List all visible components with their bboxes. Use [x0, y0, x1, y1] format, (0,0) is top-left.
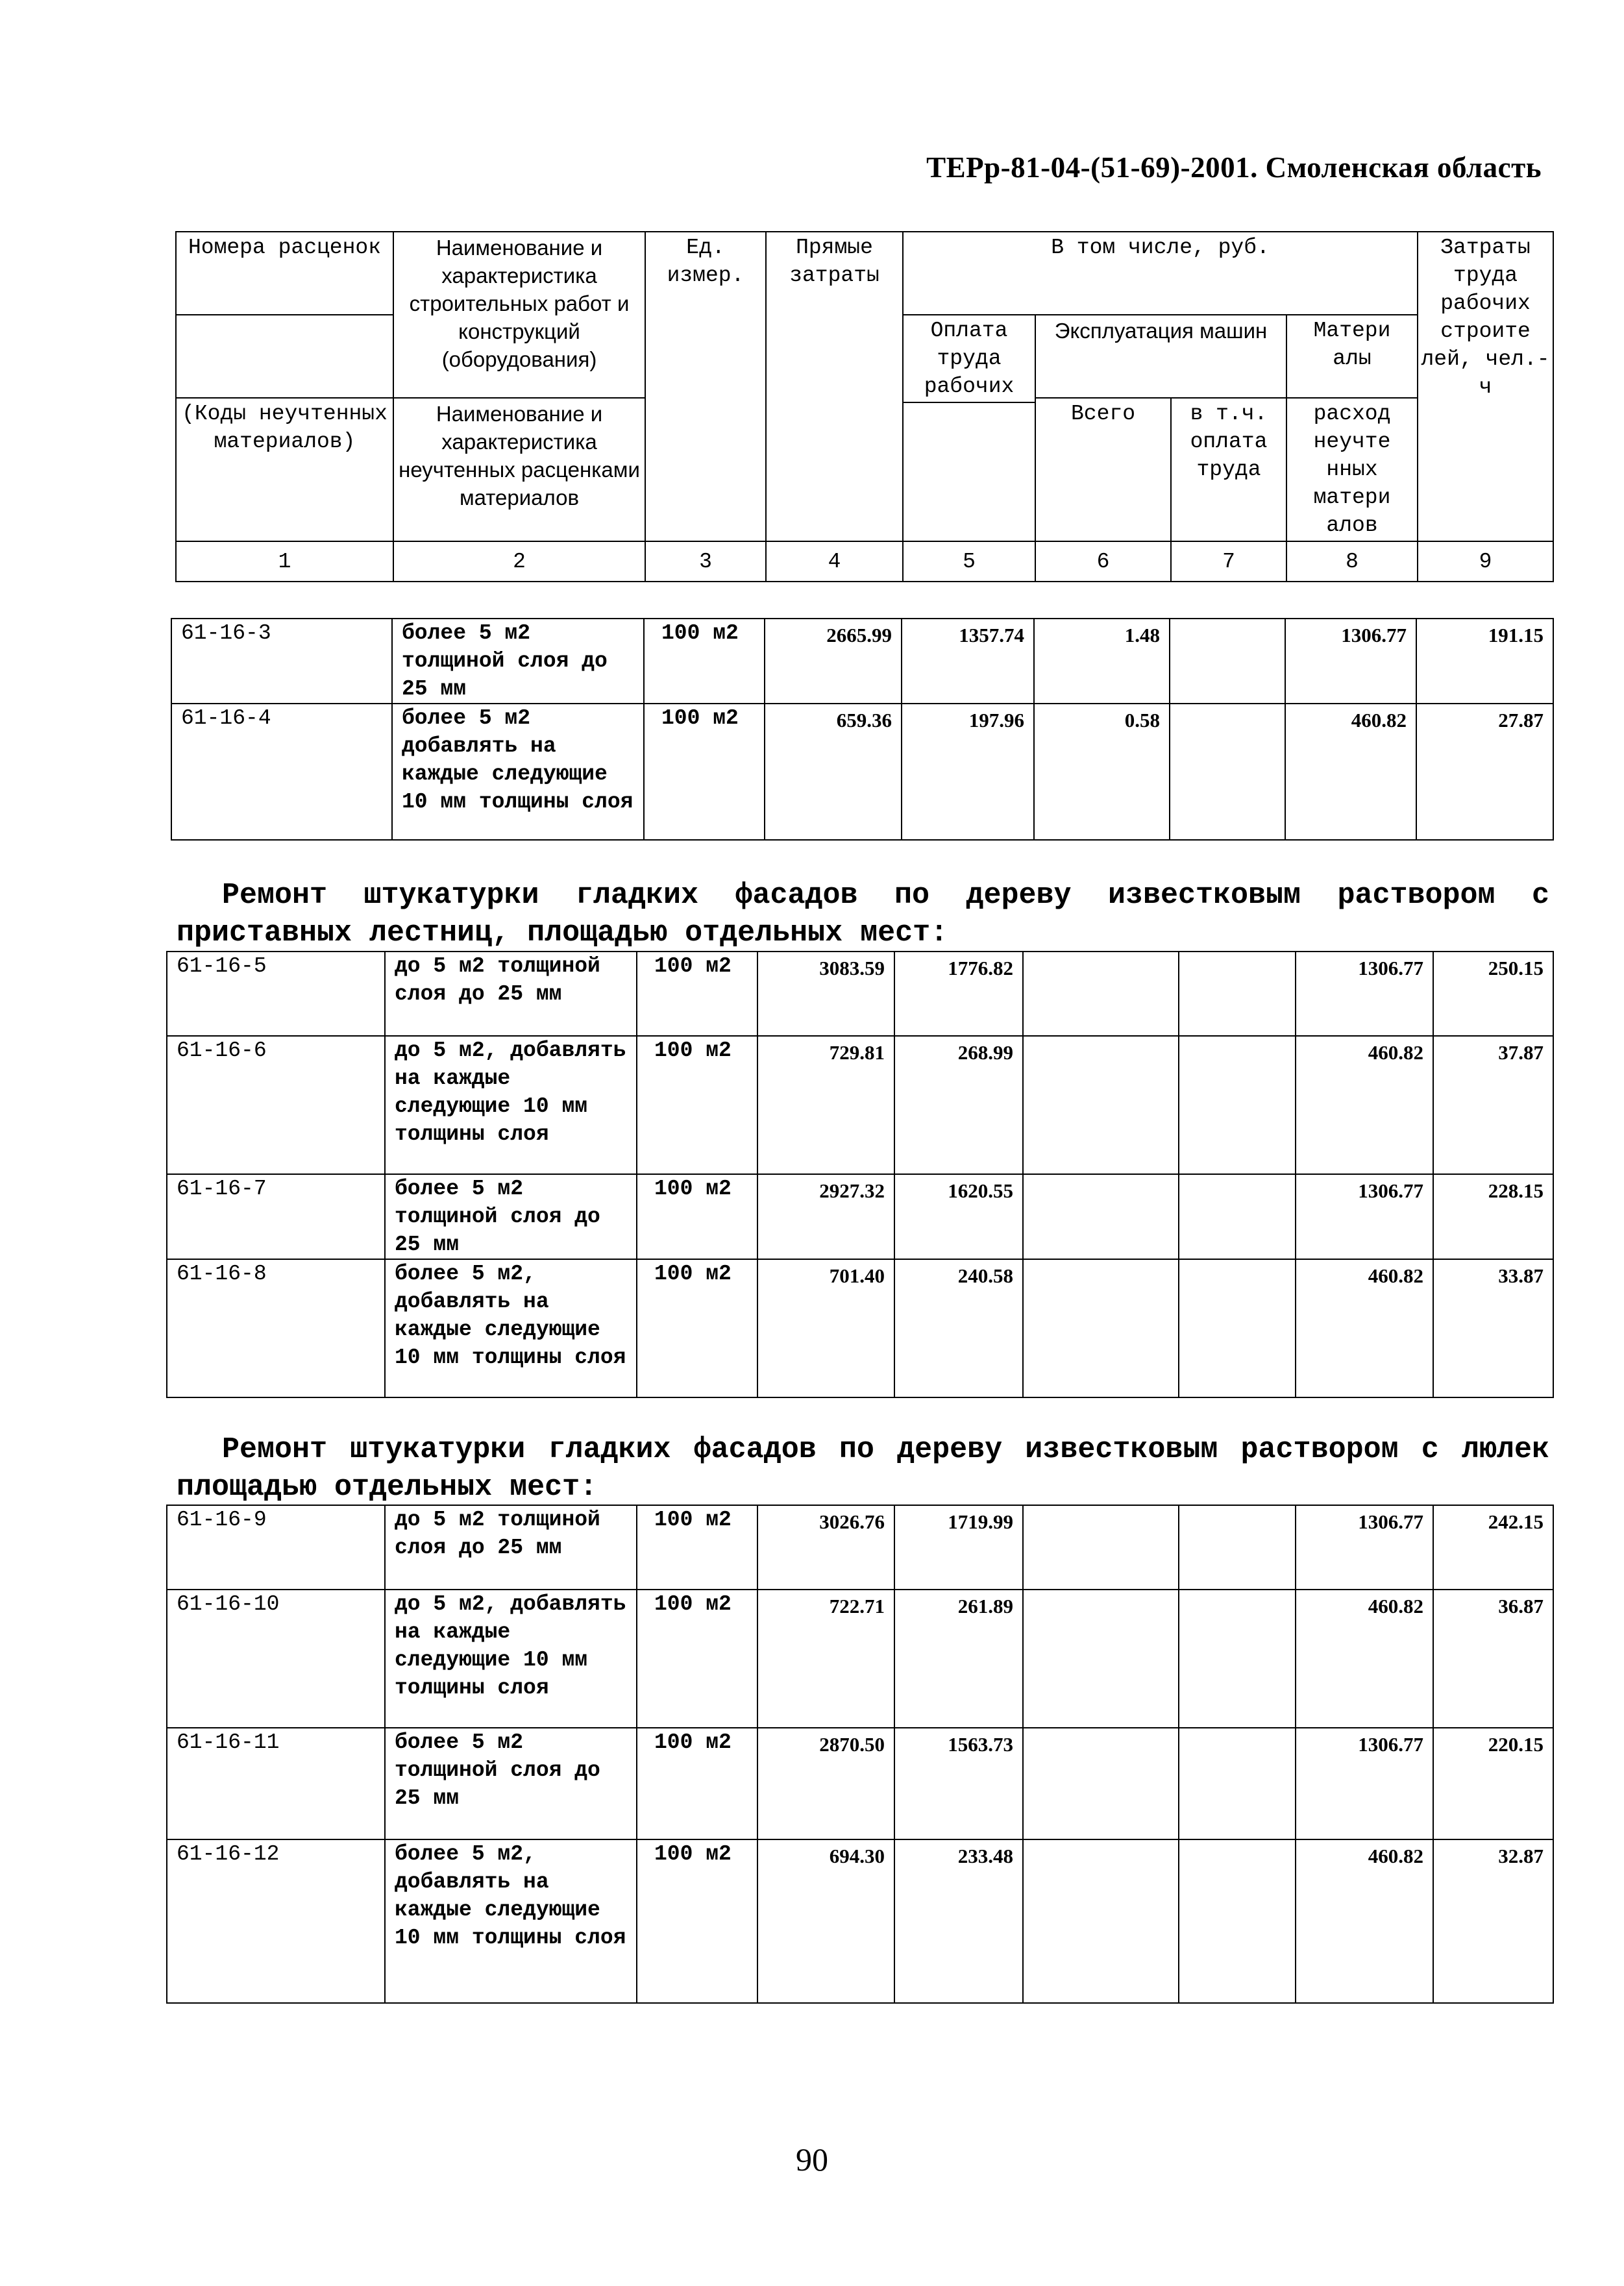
- header-materials: Матери алы: [1286, 315, 1418, 398]
- machines-labor: [1179, 1590, 1296, 1728]
- direct-costs: 701.40: [757, 1259, 894, 1397]
- work-description: более 5 м2, добавлять на каждые следующие 10 мм толщины слоя: [385, 1839, 637, 2003]
- materials: 1306.77: [1285, 619, 1416, 704]
- machines-labor: [1179, 1839, 1296, 2003]
- rates-table-section-2: [166, 1505, 1554, 2004]
- machines-total: [1023, 1174, 1179, 1259]
- labor-pay: 233.48: [894, 1839, 1023, 2003]
- table-row: [167, 1174, 1553, 1259]
- labor-pay: 261.89: [894, 1590, 1023, 1728]
- header-group-label: В том числе, руб.: [903, 232, 1418, 315]
- materials: 460.82: [1296, 1839, 1433, 2003]
- unit: 100 м2: [637, 1259, 757, 1397]
- column-number: 6: [1035, 541, 1171, 582]
- header-col1-spacer: [176, 315, 393, 398]
- table-row: [167, 1590, 1553, 1728]
- machines-total: [1023, 1505, 1179, 1590]
- direct-costs: 2665.99: [765, 619, 902, 704]
- section-heading: Ремонт штукатурки гладких фасадов по дереву известковым раствором с приставных лестниц, площадью отдельных мест:: [177, 879, 1549, 950]
- page-number: 90: [796, 2141, 828, 2178]
- machines-total: [1023, 1259, 1179, 1397]
- rate-code: 61-16-10: [167, 1590, 385, 1728]
- rate-code: 61-16-6: [167, 1036, 385, 1174]
- work-description: до 5 м2, добавлять на каждые следующие 10 мм толщины слоя: [385, 1036, 637, 1174]
- page-title: ТЕРр-81-04-(51-69)-2001. Смоленская область: [926, 151, 1542, 184]
- unit: 100 м2: [637, 1728, 757, 1839]
- labor-hours: 37.87: [1433, 1036, 1553, 1174]
- labor-pay: 1719.99: [894, 1505, 1023, 1590]
- header-machines: Эксплуатация машин: [1035, 315, 1286, 398]
- machines-labor: [1170, 704, 1285, 840]
- labor-hours: 32.87: [1433, 1839, 1553, 2003]
- header-machines-total: Всего: [1035, 398, 1171, 541]
- work-description: более 5 м2 толщиной слоя до 25 мм: [385, 1174, 637, 1259]
- header-col2-top: Наименование и характеристика строительных работ и конструкций (оборудования): [393, 232, 645, 398]
- column-number: 4: [766, 541, 903, 582]
- header-materials-unaccounted: расход неучте нных матери алов: [1286, 398, 1418, 541]
- work-description: до 5 м2, добавлять на каждые следующие 10 мм толщины слоя: [385, 1590, 637, 1728]
- labor-pay: 197.96: [902, 704, 1034, 840]
- direct-costs: 694.30: [757, 1839, 894, 2003]
- unit: 100 м2: [637, 952, 757, 1036]
- rate-code: 61-16-5: [167, 952, 385, 1036]
- header-labor-cost: Затраты труда рабочих строите лей, чел.-ч: [1418, 232, 1553, 541]
- labor-pay: 268.99: [894, 1036, 1023, 1174]
- table-row: [167, 1728, 1553, 1839]
- table-row: [171, 704, 1553, 840]
- rates-table-section-1: [166, 951, 1554, 1398]
- work-description: до 5 м2 толщиной слоя до 25 мм: [385, 952, 637, 1036]
- table-row: [167, 952, 1553, 1036]
- machines-labor: [1179, 1505, 1296, 1590]
- unit: 100 м2: [637, 1174, 757, 1259]
- column-number: 2: [393, 541, 645, 582]
- machines-total: [1023, 1590, 1179, 1728]
- materials: 460.82: [1296, 1259, 1433, 1397]
- labor-pay: 1776.82: [894, 952, 1023, 1036]
- labor-hours: 220.15: [1433, 1728, 1553, 1839]
- materials: 460.82: [1285, 704, 1416, 840]
- materials: 1306.77: [1296, 1728, 1433, 1839]
- direct-costs: 729.81: [757, 1036, 894, 1174]
- table-row: [167, 1259, 1553, 1397]
- direct-costs: 2870.50: [757, 1728, 894, 1839]
- unit: 100 м2: [637, 1839, 757, 2003]
- table-row: [171, 619, 1553, 704]
- header-labor-spacer: [903, 402, 1035, 541]
- unit: 100 м2: [644, 704, 765, 840]
- column-number: 7: [1171, 541, 1286, 582]
- rate-code: 61-16-7: [167, 1174, 385, 1259]
- column-number: 1: [176, 541, 393, 582]
- labor-pay: 1563.73: [894, 1728, 1023, 1839]
- work-description: более 5 м2, добавлять на каждые следующие 10 мм толщины слоя: [385, 1259, 637, 1397]
- labor-pay: 1620.55: [894, 1174, 1023, 1259]
- work-description: более 5 м2 добавлять на каждые следующие 10 мм толщины слоя: [392, 704, 644, 840]
- unit: 100 м2: [637, 1036, 757, 1174]
- rates-table-continued: [171, 618, 1554, 841]
- section-heading: Ремонт штукатурки гладких фасадов по дереву известковым раствором с люлек площадью отдельных мест:: [177, 1433, 1549, 1504]
- column-number: 8: [1286, 541, 1418, 582]
- work-description: до 5 м2 толщиной слоя до 25 мм: [385, 1505, 637, 1590]
- materials: 460.82: [1296, 1590, 1433, 1728]
- machines-labor: [1179, 952, 1296, 1036]
- labor-hours: 242.15: [1433, 1505, 1553, 1590]
- unit: 100 м2: [644, 619, 765, 704]
- header-table: [175, 231, 1554, 582]
- header-col1-top: Номера расценок: [176, 232, 393, 315]
- materials: 1306.77: [1296, 1174, 1433, 1259]
- labor-hours: 250.15: [1433, 952, 1553, 1036]
- column-number: 5: [903, 541, 1035, 582]
- labor-hours: 228.15: [1433, 1174, 1553, 1259]
- labor-hours: 33.87: [1433, 1259, 1553, 1397]
- direct-costs: 3083.59: [757, 952, 894, 1036]
- header-col1-bottom: (Коды неучтенных материалов): [176, 398, 393, 541]
- column-number: 3: [645, 541, 766, 582]
- labor-pay: 1357.74: [902, 619, 1034, 704]
- labor-hours: 191.15: [1416, 619, 1553, 704]
- machines-total: 0.58: [1034, 704, 1170, 840]
- rate-code: 61-16-3: [171, 619, 392, 704]
- labor-pay: 240.58: [894, 1259, 1023, 1397]
- column-number: 9: [1418, 541, 1553, 582]
- work-description: более 5 м2 толщиной слоя до 25 мм: [385, 1728, 637, 1839]
- machines-total: [1023, 952, 1179, 1036]
- work-description: более 5 м2 толщиной слоя до 25 мм: [392, 619, 644, 704]
- direct-costs: 659.36: [765, 704, 902, 840]
- direct-costs: 722.71: [757, 1590, 894, 1728]
- rate-code: 61-16-9: [167, 1505, 385, 1590]
- machines-labor: [1179, 1174, 1296, 1259]
- unit: 100 м2: [637, 1590, 757, 1728]
- direct-costs: 3026.76: [757, 1505, 894, 1590]
- machines-labor: [1179, 1259, 1296, 1397]
- unit: 100 м2: [637, 1505, 757, 1590]
- rate-code: 61-16-8: [167, 1259, 385, 1397]
- table-row: [167, 1505, 1553, 1590]
- labor-hours: 27.87: [1416, 704, 1553, 840]
- materials: 1306.77: [1296, 1505, 1433, 1590]
- materials: 460.82: [1296, 1036, 1433, 1174]
- header-col4: Прямые затраты: [766, 232, 903, 541]
- rate-code: 61-16-12: [167, 1839, 385, 2003]
- header-col3: Ед. измер.: [645, 232, 766, 541]
- table-row: [167, 1036, 1553, 1174]
- table-row: [167, 1839, 1553, 2003]
- direct-costs: 2927.32: [757, 1174, 894, 1259]
- rate-code: 61-16-4: [171, 704, 392, 840]
- machines-labor: [1170, 619, 1285, 704]
- header-labor-pay: Оплата труда рабочих: [903, 315, 1035, 402]
- rate-code: 61-16-11: [167, 1728, 385, 1839]
- machines-total: [1023, 1839, 1179, 2003]
- labor-hours: 36.87: [1433, 1590, 1553, 1728]
- machines-labor: [1179, 1036, 1296, 1174]
- machines-labor: [1179, 1728, 1296, 1839]
- materials: 1306.77: [1296, 952, 1433, 1036]
- header-col2-bottom: Наименование и характеристика неучтенных расценками материалов: [393, 398, 645, 541]
- header-machines-labor: в т.ч. оплата труда: [1171, 398, 1286, 541]
- machines-total: 1.48: [1034, 619, 1170, 704]
- machines-total: [1023, 1036, 1179, 1174]
- machines-total: [1023, 1728, 1179, 1839]
